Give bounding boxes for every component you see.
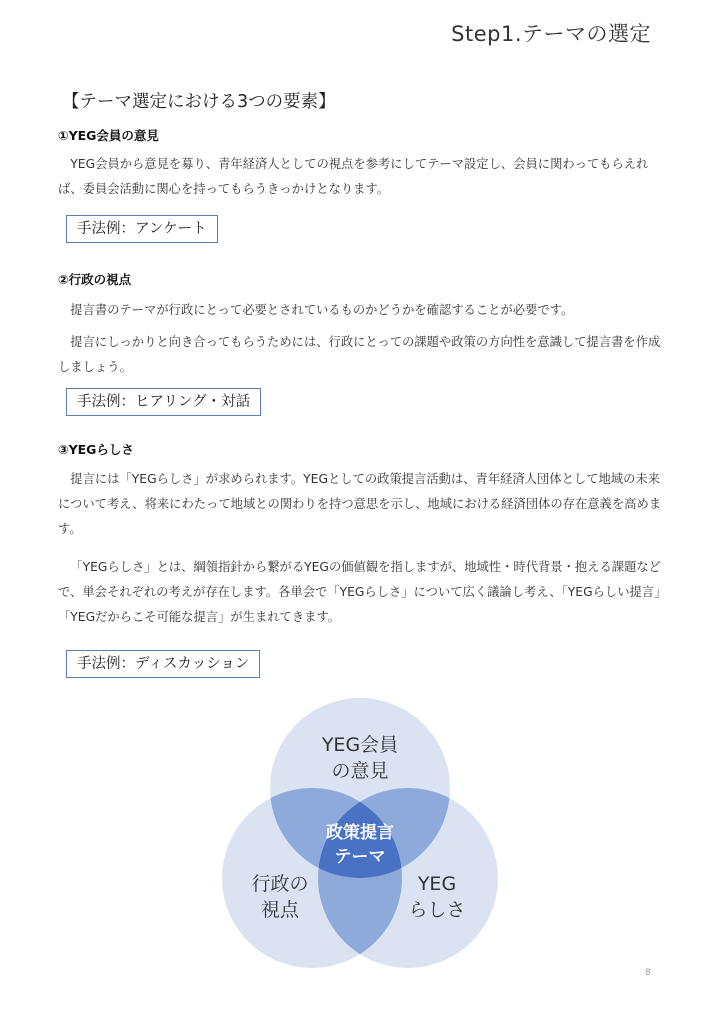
venn-label-left-2: 視点 [260, 899, 300, 921]
page-number: 8 [645, 968, 651, 978]
section-paragraph: 提言書のテーマが行政にとって必要とされているものかどうかを確認することが必要です。 [70, 303, 574, 317]
section-paragraph: 提言にしっかりと向き合ってもらうためには、行政にとっての課題や政策の方向性を意識して提言書を作成しましょう。 [58, 335, 661, 374]
venn-label-center-1: 政策提言 [326, 823, 394, 843]
venn-label-top-1: YEG会員 [321, 734, 399, 756]
venn-label-center-2: テーマ [334, 847, 386, 867]
venn-label-right-1: YEG [417, 873, 457, 895]
method-example-box: 手法例：ヒアリング・対話 [66, 388, 261, 416]
method-example-box: 手法例：アンケート [66, 215, 218, 243]
step-title: Step1.テーマの選定 [451, 22, 651, 46]
venn-label-right-2: らしさ [408, 899, 466, 921]
venn-diagram [215, 698, 505, 973]
venn-label-top-2: の意見 [331, 760, 389, 782]
method-example-box: 手法例：ディスカッション [66, 650, 260, 678]
section-heading: 【テーマ選定における3つの要素】 [62, 92, 336, 112]
section-title-yeg-identity: ③YEGらしさ [58, 442, 134, 457]
section-title-yeg-opinion: ①YEG会員の意見 [58, 128, 159, 143]
section-paragraph: 提言には「YEGらしさ」が求められます。YEGとしての政策提言活動は、青年経済人団体として地域の未来について考え、将来にわたって地域との関わりを持つ意思を示し、地域における経済団体の存在意義を高めます。 [58, 472, 662, 536]
venn-label-left-1: 行政の [251, 873, 309, 895]
section-paragraph: 「YEGらしさ」とは、綱領指針から繋がるYEGの価値観を指しますが、地域性・時代背景・抱える課題などで、単会それぞれの考えが存在します。各単会で「YEGらしさ」について広く議論し考え、「YEGらしい提言」「YEGだからこそ可能な提言」が生まれてきます。 [58, 560, 667, 624]
section-paragraph: YEG会員から意見を募り、青年経済人としての視点を参考にしてテーマ設定し、会員に関わってもらえれば、委員会活動に関心を持ってもらうきっかけとなります。 [58, 157, 649, 196]
section-title-government-view: ②行政の視点 [58, 272, 132, 287]
